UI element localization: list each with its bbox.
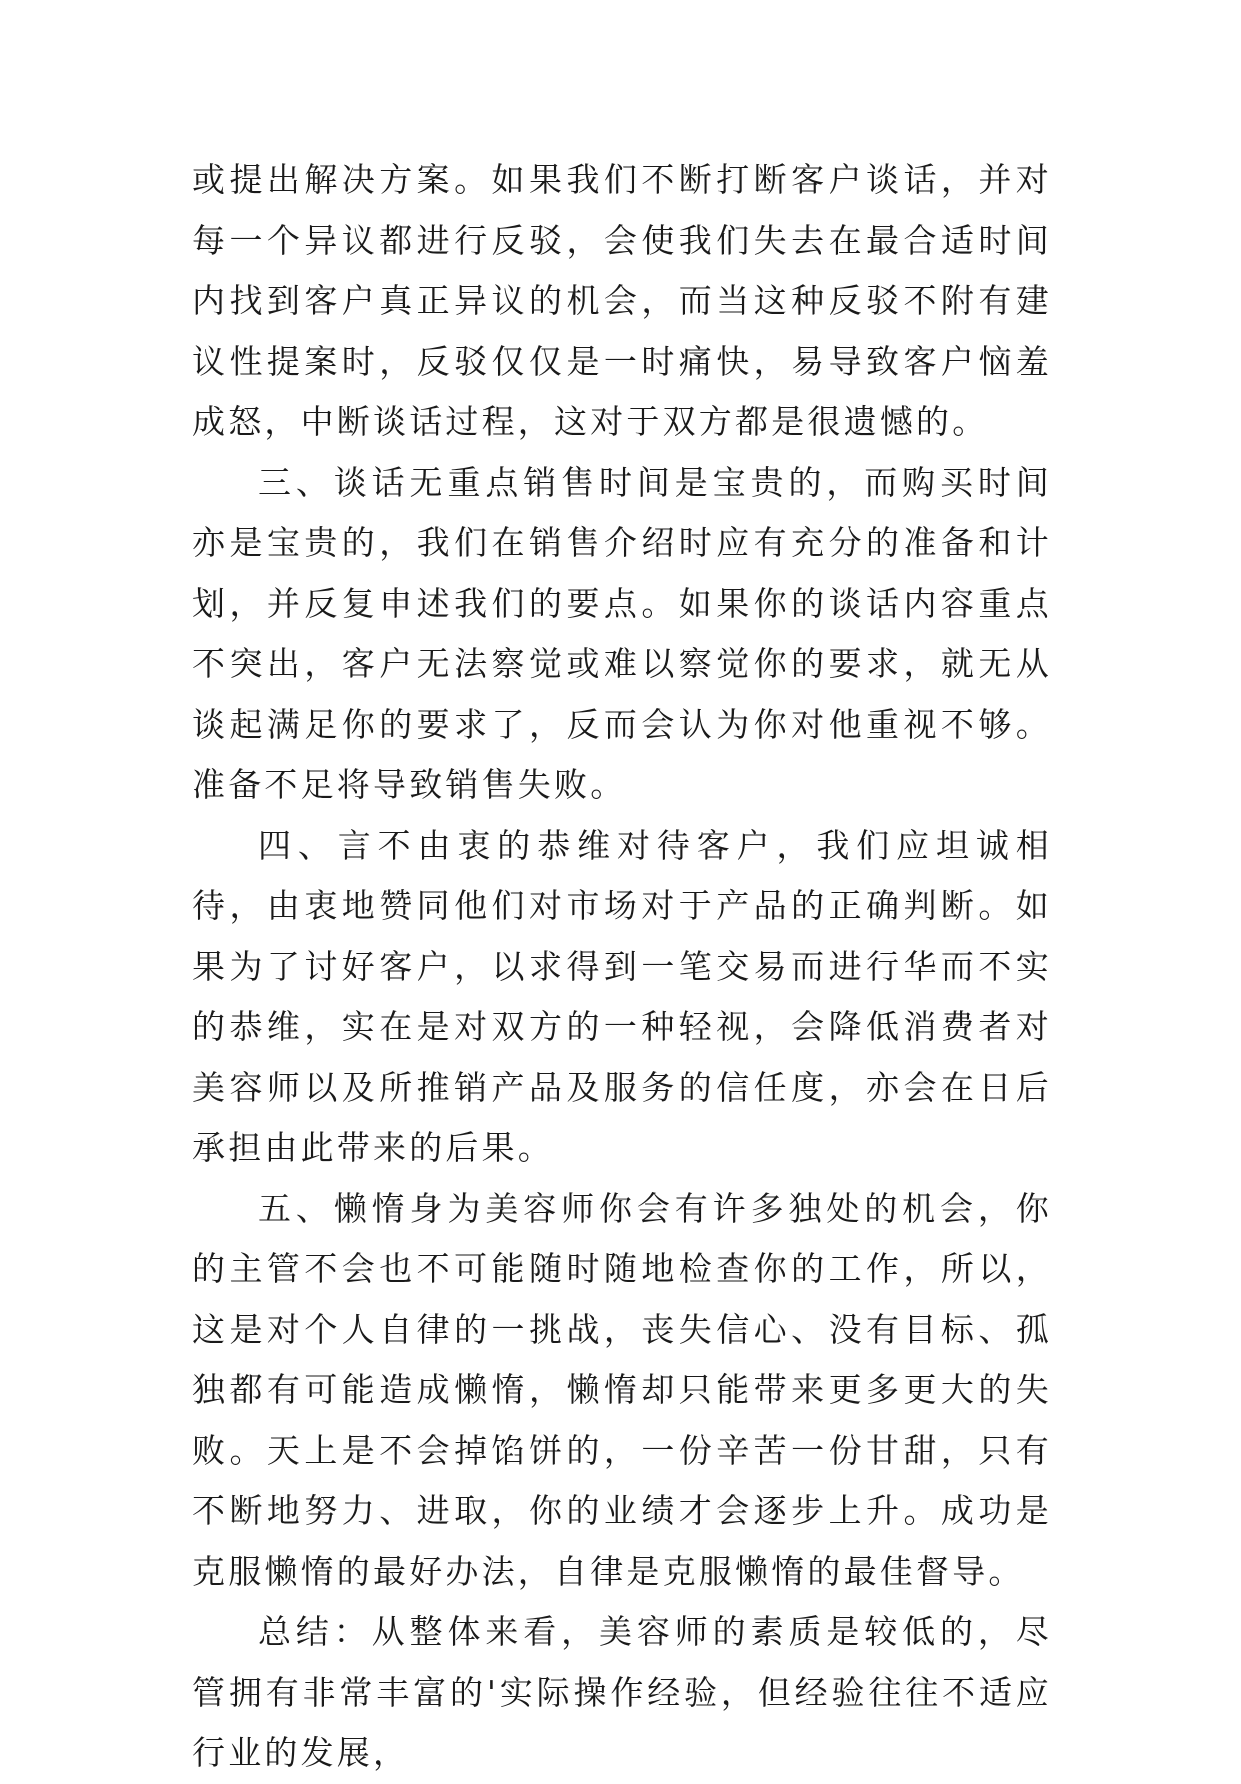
body-text bbox=[192, 150, 1052, 1784]
paragraph-point-four: 四、言不由衷的恭维对待客户，我们应坦诚相待，由衷地赞同他们对市场对于产品的正确判断。如果为了讨好客户，以求得到一笔交易而进行华而不实的恭维，实在是对双方的一种轻视，会降低消费者对美容师以及所推销产品及服务的信任度，亦会在日后承担由此带来的后果。 bbox=[192, 825, 1052, 1167]
paragraph-point-three: 三、谈话无重点销售时间是宝贵的，而购买时间亦是宝贵的，我们在销售介绍时应有充分的准备和计划，并反复申述我们的要点。如果你的谈话内容重点不突出，客户无法察觉或难以察觉你的要求，就无从谈起满足你的要求了，反而会认为你对他重视不够。准备不足将导致销售失败。 bbox=[192, 462, 1052, 804]
paragraph-summary: 总结：从整体来看，美容师的素质是较低的，尽管拥有非常丰富的'实际操作经验，但经验往往不适应行业的发展， bbox=[192, 1612, 1052, 1772]
paragraph-continuation: 或提出解决方案。如果我们不断打断客户谈话，并对每一个异议都进行反驳，会使我们失去在最合适时间内找到客户真正异议的机会，而当这种反驳不附有建议性提案时，反驳仅仅是一时痛快，易导致客户恼羞成怒，中断谈话过程，这对于双方都是很遗憾的。 bbox=[192, 160, 1052, 441]
paragraph-point-five: 五、懒惰身为美容师你会有许多独处的机会，你的主管不会也不可能随时随地检查你的工作，所以，这是对个人自律的一挑战，丧失信心、没有目标、孤独都有可能造成懒惰，懒惰却只能带来更多更大的失败。天上是不会掉馅饼的，一份辛苦一份甘甜，只有不断地努力、进取，你的业绩才会逐步上升。成功是克服懒惰的最好办法，自律是克服懒惰的最佳督导。 bbox=[192, 1188, 1052, 1591]
